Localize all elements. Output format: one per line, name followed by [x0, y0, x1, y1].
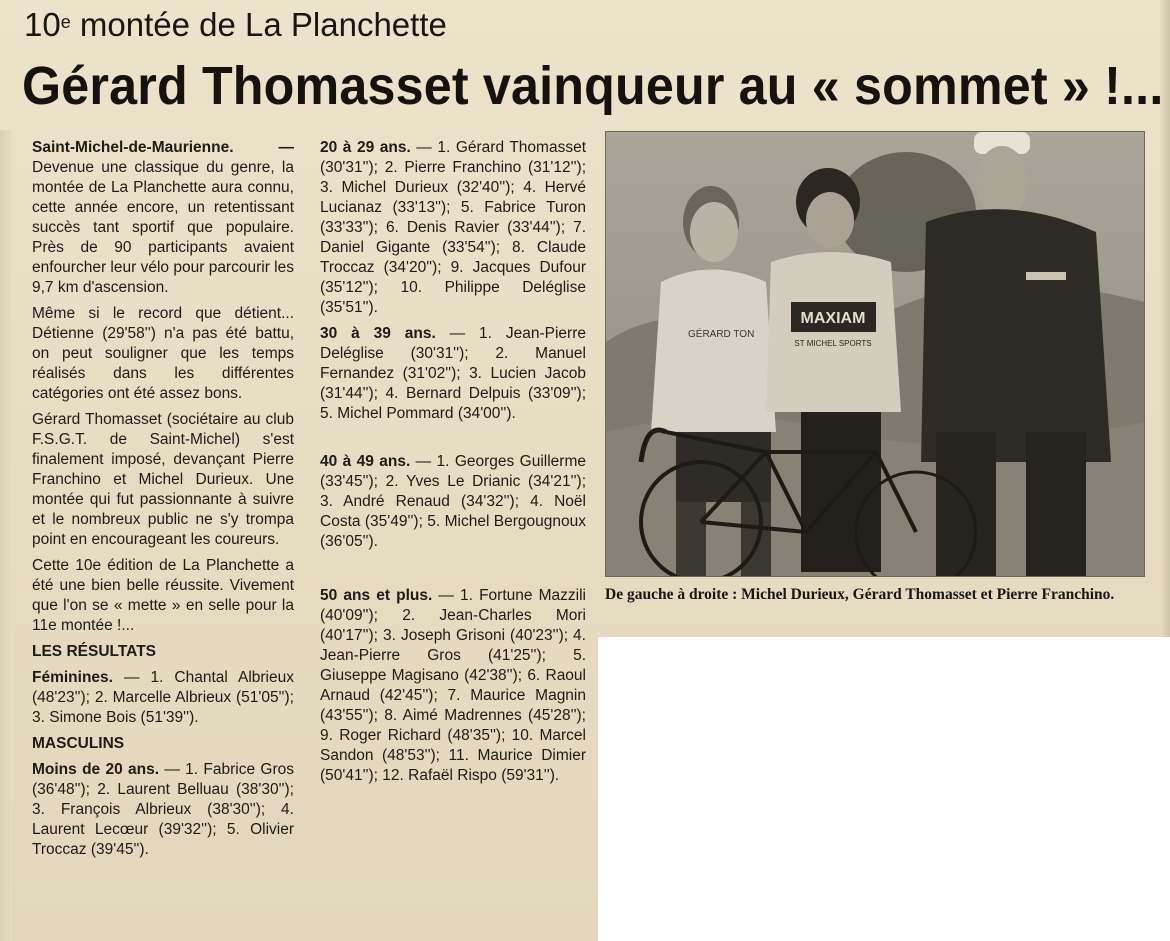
results-30-39: 30 à 39 ans. — 1. Jean-Pierre Deléglise (30'31''); 2. Manuel Fernandez (31'02''); 3. Lucien Jacob (31'44''); 4. Bernard Delpuis (33'09''); 5. Michel Pommard (34'00''). — [320, 325, 586, 422]
photo-caption: De gauche à droite : Michel Durieux, Gérard Thomasset et Pierre Franchino. — [605, 586, 1115, 603]
article-headline: Gérard Thomasset vainqueur au « sommet » !... — [22, 56, 1164, 116]
column-gap — [320, 558, 586, 586]
page-left-edge — [0, 130, 12, 941]
svg-text:GÉRARD TON: GÉRARD TON — [688, 329, 755, 340]
cyclists-photo — [605, 131, 1145, 577]
article-column-1 — [32, 138, 294, 866]
column-gap — [320, 430, 586, 452]
results-heading: LES RÉSULTATS — [32, 643, 156, 660]
results-moins-20: Moins de 20 ans. — 1. Fabrice Gros (36'48''); 2. Laurent Belluau (38'30''); 3. François Albrieux (38'30''); 4. Laurent Lecœur (39'32''); 5. Olivier Troccaz (39'45''). — [32, 761, 294, 858]
article-kicker: 10e montée de La Planchette — [24, 6, 447, 43]
cyclists-photo-drawing — [606, 132, 1144, 576]
results-20-29: 20 à 29 ans. — 1. Gérard Thomasset (30'31''); 2. Pierre Franchino (31'12''); 3. Michel Durieux (32'40''); 4. Hervé Lucianaz (33'13''); 5. Fabrice Turon (33'33''); 6. Denis Ravier (33'44''); 7. Daniel Gigante (33'54''); 8. Claude Troccaz (34'20''); 9. Jacques Dufour (35'12''); 10. Philippe Deléglise (35'51''). — [320, 139, 587, 316]
blank-cutout-area — [598, 637, 1170, 941]
paragraph-winner: Gérard Thomasset (sociétaire au club F.S.G.T. de Saint-Michel) s'est finalement imposé, devançant Pierre Franchino et Michel Durieux. Une montée qui fut passionnante à suivre et le nombreux public ne s'y trompa point en encourageant les coureurs. — [32, 411, 294, 548]
paragraph-record: Même si le record que détient... Détienne (29'58'') n'a pas été battu, on peut souligner que les temps réalisés dans les différentes catégories ont été assez bons. — [32, 305, 294, 402]
paragraph-closing: Cette 10e édition de La Planchette a été une bien belle réussite. Vivement que l'on se « mette » en selle pour la 11e montée !... — [32, 557, 294, 634]
jersey-sub-text: ST MICHEL SPORTS — [794, 339, 872, 348]
article-column-2 — [320, 138, 586, 792]
jersey-logo-text: MAXIAM — [800, 310, 866, 327]
results-40-49: 40 à 49 ans. — 1. Georges Guillerme (33'45''); 2. Yves Le Drianic (34'21''); 3. André Renaud (34'32''); 4. Noël Costa (35'49''); 5. Michel Bergougnoux (36'05''). — [320, 453, 586, 550]
results-50-plus: 50 ans et plus. — 1. Fortune Mazzili (40'09''); 2. Jean-Charles Mori (40'17''); 3. Joseph Grisoni (40'23''); 4. Jean-Pierre Gros (41'25''); 5. Giuseppe Magisano (42'38''); 6. Raoul Arnaud (42'45''); 7. Maurice Magnin (43'55''); 8. Aimé Madrennes (45'28''); 9. Roger Richard (48'35''); 10. Marcel Sandon (48'53''); 11. Maurice Dimier (50'41''); 12. Rafaël Rispo (59'31''). — [320, 587, 586, 784]
masculins-heading: MASCULINS — [32, 735, 125, 752]
paragraph-intro: Saint-Michel-de-Maurienne. — Devenue une classique du genre, la montée de La Planchette aura connu, cette année encore, un retentissant succès tant sportif que populaire. Près de 90 participants avaient enfourcher leur vélo pour parcourir les 9,7 km d'ascension. — [32, 139, 294, 296]
results-feminines: Féminines. — 1. Chantal Albrieux (48'23''); 2. Marcelle Albrieux (51'05''); 3. Simone Bois (51'39''). — [32, 669, 294, 726]
